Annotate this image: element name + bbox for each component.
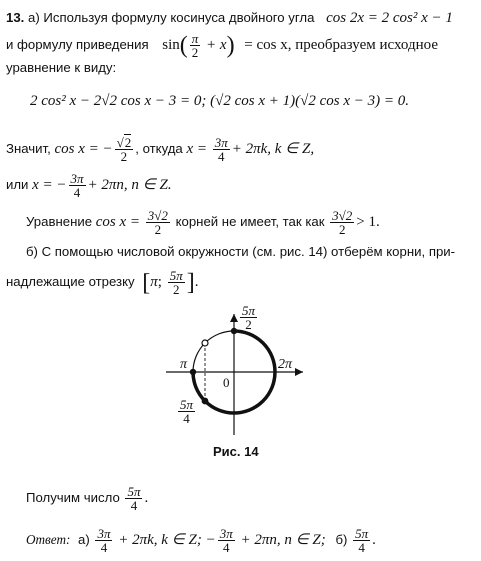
label-5pi4: $\frac{5\pi}{4}$ bbox=[180, 397, 194, 426]
urav-prefix: Уравнение bbox=[26, 214, 93, 229]
main-equation bbox=[30, 93, 409, 109]
part-b-text2: надлежащие отрезку bbox=[6, 274, 135, 289]
result-prefix: Получим число bbox=[26, 490, 120, 505]
three-sqrt2-over-2-frac-b: $\frac{3√2}{2}$ bbox=[332, 208, 353, 238]
line3-text: уравнение к виду: bbox=[6, 60, 117, 75]
ili-line: или x = − $\frac{3\pi}{4}$ + 2πn, n ∈ Z. bbox=[6, 171, 172, 201]
urav-mid: корней не имеет, так как bbox=[175, 214, 325, 229]
part-b-text1: б) С помощью числовой окружности (см. рис. 14) отберём корни, при- bbox=[26, 244, 456, 259]
znachit-suffix: + 2πk, k ∈ Z, bbox=[231, 141, 315, 157]
line2-text: и формулу приведения bbox=[6, 37, 149, 52]
selected-arc bbox=[193, 331, 275, 413]
part-a-label: а) bbox=[28, 10, 40, 25]
znachit-prefix: Значит, bbox=[6, 141, 51, 156]
problem-number: 13. bbox=[6, 10, 25, 25]
interval-start: π bbox=[150, 274, 158, 290]
sqrt2-over-2-frac: √ $\frac{2}{2}$ bbox=[115, 136, 134, 163]
answer-label: Ответ: bbox=[26, 532, 71, 547]
result-line: Получим число $\frac{5\pi}{4}$ . bbox=[26, 484, 149, 514]
line-2: и формулу приведения sin( $\frac{\pi}{2}$ + x) = cos x, преобразуем исходное bbox=[6, 31, 438, 61]
main-equation-text: 2 cos² x − 2√2 cos x − 3 = 0; (√2 cos x + 1)(√2 cos x − 3) = 0. bbox=[30, 93, 410, 109]
znachit-mid: , откуда bbox=[135, 141, 183, 156]
five-pi-over-2-frac: $\frac{5\pi}{2}$ bbox=[169, 268, 183, 298]
three-sqrt2-over-2-frac: $\frac{3√2}{2}$ bbox=[147, 208, 168, 238]
three-pi-over-4-frac: $\frac{3\pi}{4}$ bbox=[214, 135, 228, 165]
point-top bbox=[231, 328, 237, 334]
label-5pi2: $\frac{5\pi}{2}$ bbox=[242, 303, 256, 332]
urav-suffix: > 1. bbox=[356, 214, 380, 230]
line-1 bbox=[6, 10, 453, 26]
figure-caption: Рис. 14 bbox=[213, 444, 259, 459]
point-5pi4 bbox=[202, 398, 209, 405]
number-circle bbox=[193, 331, 275, 413]
answer-line: Ответ: а) $\frac{3\pi}{4}$ + 2πk, k ∈ Z; − $\frac{3\pi}{4}$ + 2πn, n ∈ Z; б) $\frac{5\pi}{4}$ . bbox=[26, 526, 376, 556]
answer-a-label: а) bbox=[78, 532, 90, 547]
result-frac: $\frac{5\pi}{4}$ bbox=[127, 484, 141, 514]
point-pi bbox=[190, 369, 196, 375]
point-3pi4-hollow bbox=[202, 340, 208, 346]
urav-line: Уравнение cos x = $\frac{3√2}{2}$ корней не имеет, так как $\frac{3√2}{2}$ > 1. bbox=[26, 208, 380, 238]
znachit-line: Значит, cos x = − √ $\frac{2}{2}$ , откуда x = $\frac{3\pi}{4}$ + 2πk, k ∈ Z, bbox=[6, 134, 314, 164]
line-3 bbox=[6, 60, 116, 76]
label-pi: π bbox=[180, 357, 188, 372]
x-axis-arrow bbox=[295, 368, 303, 376]
part-b-line1 bbox=[26, 244, 455, 260]
sin-label: sin bbox=[162, 37, 180, 53]
answer-b-label: б) bbox=[335, 532, 348, 547]
part-b-line2: надлежащие отрезку [π; $\frac{5\pi}{2}$ ]. bbox=[6, 268, 199, 298]
y-axis-arrow bbox=[230, 314, 238, 322]
label-2pi: 2π bbox=[278, 357, 293, 372]
double-angle-formula: cos 2x = 2 cos² x − 1 bbox=[326, 10, 453, 26]
ili-prefix: или bbox=[6, 177, 29, 192]
ili-suffix: + 2πn, n ∈ Z. bbox=[87, 177, 172, 193]
pi-over-2-frac: $\frac{\pi}{2}$ bbox=[191, 31, 199, 61]
minus-three-pi-over-4-frac: $\frac{3\pi}{4}$ bbox=[70, 171, 84, 201]
line2-rest: = cos x, преобразуем исходное bbox=[244, 37, 438, 53]
line1-text: Используя формулу косинуса двойного угла bbox=[43, 10, 315, 25]
label-zero: 0 bbox=[223, 375, 230, 390]
